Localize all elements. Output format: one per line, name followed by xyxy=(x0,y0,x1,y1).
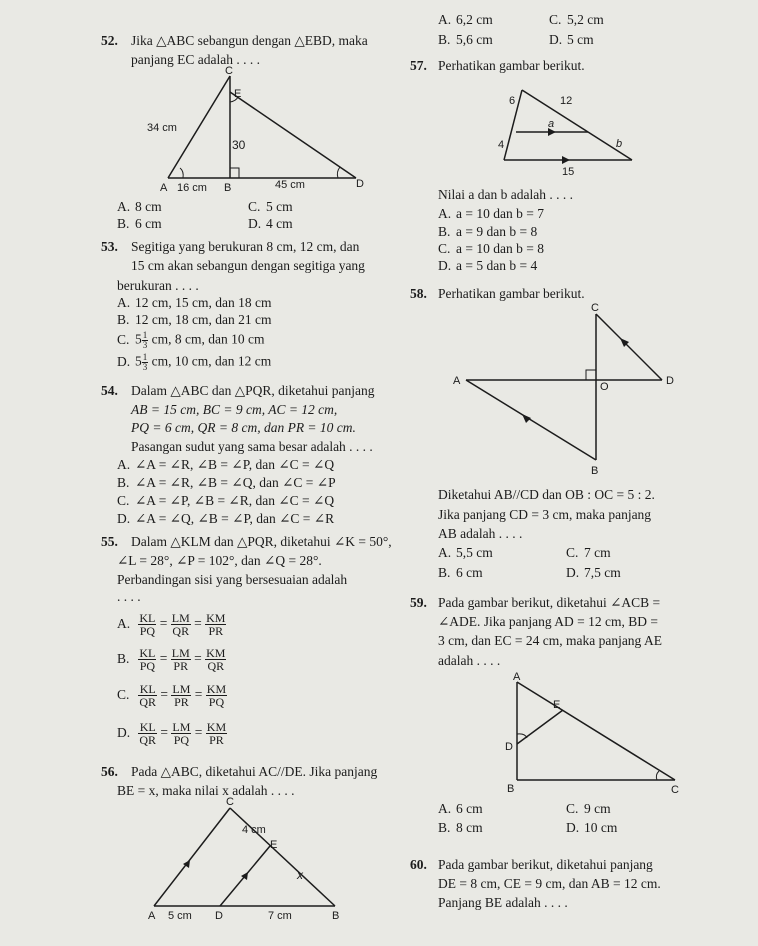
q52-figure xyxy=(140,64,380,196)
q52-side-ac xyxy=(168,76,230,178)
q55-option-d[interactable]: D. $\frac{KL}{QR}$ = $\frac{LM}{PQ}$ = $\frac{KM}{PR}$ xyxy=(117,720,227,747)
q59-number: 59. xyxy=(410,595,427,610)
q56-label-a: A xyxy=(148,910,156,922)
q58-option-c[interactable]: C. 7 cm xyxy=(566,545,611,560)
q58-option-a[interactable]: A. 5,5 cm xyxy=(438,545,493,560)
q54-text-line1: Dalam △ABC dan △PQR, diketahui panjang xyxy=(131,383,375,398)
q55-number: 55. xyxy=(101,534,118,549)
q56-label-x: x xyxy=(297,868,303,882)
q56-label-d: D xyxy=(215,910,223,922)
q52-option-c[interactable]: C. 5 cm xyxy=(248,199,293,214)
q55-text-line2: ∠L = 28°, ∠P = 102°, dan ∠Q = 28°. xyxy=(117,553,322,568)
q56-label-e: E xyxy=(270,839,278,851)
q59-label-a: A xyxy=(513,671,521,683)
q53-text-line2: 15 cm akan sebangun dengan segitiga yang xyxy=(131,258,365,273)
q56-side-ac xyxy=(154,808,230,906)
q56-number: 56. xyxy=(101,764,118,779)
q52-label-bd: 45 cm xyxy=(275,179,305,191)
q58-label-c: C xyxy=(591,302,599,314)
q59-option-a[interactable]: A. 6 cm xyxy=(438,801,483,816)
q59-option-c[interactable]: C. 9 cm xyxy=(566,801,611,816)
q52-right-angle-mark xyxy=(230,168,239,178)
q58-text-line3: Jika panjang CD = 3 cm, maka panjang xyxy=(438,507,652,522)
q56-label-b: B xyxy=(332,910,340,922)
q56-figure xyxy=(140,796,360,934)
q58-right-angle-mark xyxy=(586,370,596,380)
q52-number: 52. xyxy=(101,33,118,48)
q57-text-line2: Nilai a dan b adalah . . . . xyxy=(438,187,573,202)
q57-text-line1: Perhatikan gambar berikut. xyxy=(438,58,585,73)
q55-option-c[interactable]: C. $\frac{KL}{QR}$ = $\frac{LM}{PR}$ = $\frac{KM}{PQ}$ xyxy=(117,682,227,709)
q52-side-ed xyxy=(230,92,356,178)
q59-text-line3: 3 cm, dan EC = 24 cm, maka panjang AE xyxy=(438,633,662,648)
q58-text-line1: Perhatikan gambar berikut. xyxy=(438,286,585,301)
q53-text-line1: Segitiga yang berukuran 8 cm, 12 cm, dan xyxy=(131,239,360,254)
q55-option-a[interactable]: A. $\frac{KL}{PQ}$ = $\frac{LM}{QR}$ = $\frac{KM}{PR}$ xyxy=(117,611,226,638)
q59-option-d[interactable]: D. 10 cm xyxy=(566,820,618,835)
q58-segment-cd xyxy=(596,314,662,380)
q58-number: 58. xyxy=(410,286,427,301)
q59-segment-de xyxy=(517,710,563,744)
mixed-fraction: $\frac{1}{3}$ xyxy=(142,330,148,350)
q53-option-b[interactable]: B. 12 cm, 18 cm, dan 21 cm xyxy=(117,312,272,327)
q51-option-d[interactable]: D. 5 cm xyxy=(549,32,594,47)
q59-label-c: C xyxy=(671,784,679,796)
q52-text-line2: panjang EC adalah . . . . xyxy=(131,52,260,67)
q57-number: 57. xyxy=(410,58,427,73)
q57-option-c[interactable]: C. a = 10 dan b = 8 xyxy=(438,241,544,256)
q58-option-b[interactable]: B. 6 cm xyxy=(438,565,483,580)
q57-label-a: a xyxy=(548,118,555,130)
q52-label-e: E xyxy=(234,88,242,100)
q54-number: 54. xyxy=(101,383,118,398)
q52-option-d[interactable]: D. 4 cm xyxy=(248,216,293,231)
q57-option-a[interactable]: A. a = 10 dan b = 7 xyxy=(438,206,544,221)
q60-text-line2: DE = 8 cm, CE = 9 cm, dan AB = 12 cm. xyxy=(438,876,661,891)
q54-option-d[interactable]: D. ∠A = ∠Q, ∠B = ∠P, dan ∠C = ∠R xyxy=(117,511,335,526)
q59-label-d: D xyxy=(505,741,513,753)
q56-label-c: C xyxy=(226,796,234,808)
q52-option-a[interactable]: A. 8 cm xyxy=(117,199,162,214)
q57-option-d[interactable]: D. a = 5 dan b = 4 xyxy=(438,258,538,273)
q59-label-b: B xyxy=(507,783,515,795)
q52-label-a: A xyxy=(160,182,168,194)
q59-option-b[interactable]: B. 8 cm xyxy=(438,820,483,835)
q57-label-bottom: 15 xyxy=(562,166,575,178)
q57-label-left: 4 xyxy=(498,139,505,151)
q55-text-line4: . . . . xyxy=(117,589,141,604)
q55-option-b[interactable]: B. $\frac{KL}{PQ}$ = $\frac{LM}{PR}$ = $\frac{KM}{QR}$ xyxy=(117,646,226,673)
q52-label-ab: 16 cm xyxy=(177,182,207,194)
q57-label-top-right: 12 xyxy=(560,95,573,107)
q58-label-a: A xyxy=(453,375,461,387)
q52-option-b[interactable]: B. 6 cm xyxy=(117,216,162,231)
q54-text-line3: PQ = 6 cm, QR = 8 cm, dan PR = 10 cm. xyxy=(131,420,356,435)
q52-label-d: D xyxy=(356,178,364,190)
q53-option-d[interactable]: D. 5 $\frac{1}{3}$ cm, 10 cm, dan 12 cm xyxy=(117,352,272,372)
q57-label-top-left: 6 xyxy=(509,95,516,107)
q53-text-line3: berukuran . . . . xyxy=(117,278,199,293)
q60-text-line3: Panjang BE adalah . . . . xyxy=(438,895,568,910)
q56-label-ce: 4 cm xyxy=(242,824,266,836)
q51-option-c[interactable]: C. 5,2 cm xyxy=(549,12,604,27)
q52-angle-a-mark xyxy=(180,168,183,178)
q59-side-ac xyxy=(517,682,675,780)
q52-label-b: B xyxy=(224,182,232,194)
q53-option-c[interactable]: C. 5 $\frac{1}{3}$ cm, 8 cm, dan 10 cm xyxy=(117,330,265,350)
q53-option-a[interactable]: A. 12 cm, 15 cm, dan 18 cm xyxy=(117,295,272,310)
q58-label-b: B xyxy=(591,465,599,477)
q52-text-line1: Jika △ABC sebangun dengan △EBD, maka xyxy=(131,33,368,48)
q54-option-c[interactable]: C. ∠A = ∠P, ∠B = ∠R, dan ∠C = ∠Q xyxy=(117,493,335,508)
q58-parallel-arrow-ab xyxy=(522,414,531,423)
q59-label-e: E xyxy=(553,699,561,711)
q57-label-b: b xyxy=(616,138,623,150)
q56-label-ad: 5 cm xyxy=(168,910,192,922)
q58-label-d: D xyxy=(666,375,674,387)
q56-side-cb xyxy=(230,808,335,906)
mixed-fraction: $\frac{1}{3}$ xyxy=(142,352,148,372)
q56-text-line2: BE = x, maka nilai x adalah . . . . xyxy=(117,783,295,798)
q58-text-line2: Diketahui AB//CD dan OB : OC = 5 : 2. xyxy=(438,487,655,502)
q59-text-line4: adalah . . . . xyxy=(438,653,501,668)
q58-figure xyxy=(440,300,690,485)
q59-text-line2: ∠ADE. Jika panjang AD = 12 cm, BD = xyxy=(438,614,659,629)
q58-option-d[interactable]: D. 7,5 cm xyxy=(566,565,621,580)
q60-text-line1: Pada gambar berikut, diketahui panjang xyxy=(438,857,653,872)
q55-text-line1: Dalam △KLM dan △PQR, diketahui ∠K = 50°, xyxy=(131,534,392,549)
q59-text-line1: Pada gambar berikut, diketahui ∠ACB = xyxy=(438,595,661,610)
q57-arrow-bottom xyxy=(562,156,570,164)
q58-label-o: O xyxy=(600,381,609,393)
q59-angle-c-mark xyxy=(656,771,659,780)
q56-text-line1: Pada △ABC, diketahui AC//DE. Jika panjang xyxy=(131,764,378,779)
q55-text-line3: Perbandingan sisi yang bersesuaian adalah xyxy=(117,572,348,587)
q52-angle-d-mark xyxy=(337,167,340,178)
q54-option-a[interactable]: A. ∠A = ∠R, ∠B = ∠P, dan ∠C = ∠Q xyxy=(117,457,335,472)
q52-label-ac: 34 cm xyxy=(147,122,177,134)
q58-text-line4: AB adalah . . . . xyxy=(438,526,523,541)
q52-label-c: C xyxy=(225,65,233,77)
q56-label-db: 7 cm xyxy=(268,910,292,922)
q54-text-line2: AB = 15 cm, BC = 9 cm, AC = 12 cm, xyxy=(131,402,338,417)
q54-option-b[interactable]: B. ∠A = ∠R, ∠B = ∠Q, dan ∠C = ∠P xyxy=(117,475,336,490)
q59-figure xyxy=(445,672,695,798)
q58-segment-ab xyxy=(466,380,596,460)
q51-option-b[interactable]: B. 5,6 cm xyxy=(438,32,493,47)
q54-text-line4: Pasangan sudut yang sama besar adalah . . . . xyxy=(131,439,373,454)
q57-option-b[interactable]: B. a = 9 dan b = 8 xyxy=(438,224,538,239)
q60-number: 60. xyxy=(410,857,427,872)
q57-figure xyxy=(490,80,650,178)
q53-number: 53. xyxy=(101,239,118,254)
q52-label-eb: 30 xyxy=(232,138,246,152)
q51-option-a[interactable]: A. 6,2 cm xyxy=(438,12,493,27)
